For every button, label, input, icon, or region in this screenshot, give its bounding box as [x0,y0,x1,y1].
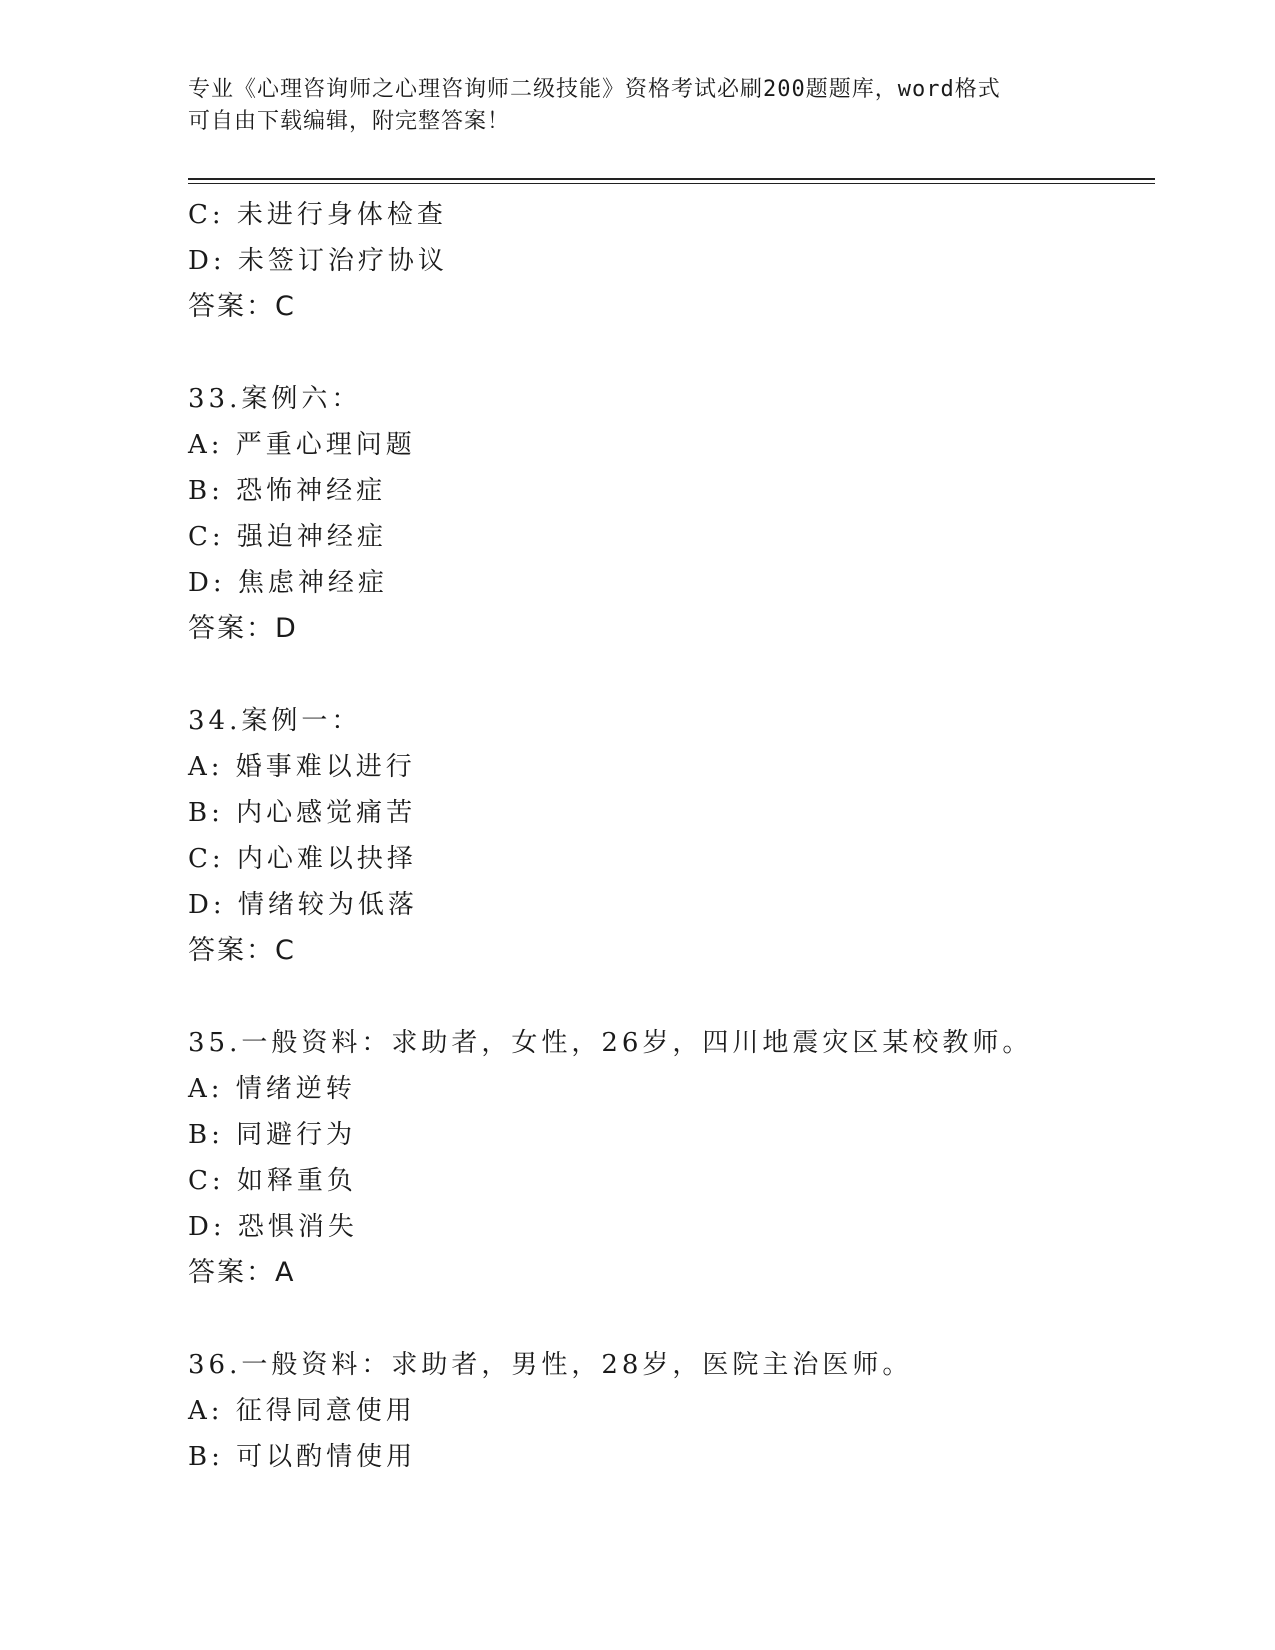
option-item: C: 内心难以抉择 [188,844,417,874]
spacer [188,330,1148,376]
answer-line: 答案：C [188,935,296,966]
option-item: D: 恐惧消失 [188,1212,358,1242]
option-item: C: 未进行身体检查 [188,200,447,230]
question-title: 35.一般资料：求助者，女性，26岁，四川地震灾区某校教师。 [188,1028,1033,1058]
option-item: C: 强迫神经症 [188,522,387,552]
option-item: D: 未签订治疗协议 [188,246,448,276]
question-list [188,192,1148,1480]
spacer [188,652,1148,698]
header-divider-thick [188,178,1155,180]
answer-line: 答案：A [188,1257,296,1288]
option-item: B: 同避行为 [188,1120,357,1150]
option-item: B: 恐怖神经症 [188,476,387,506]
question-title: 34.案例一： [188,706,362,736]
option-item: D: 焦虑神经症 [188,568,388,598]
option-item: B: 可以酌情使用 [188,1442,417,1472]
answer-line: 答案：D [188,613,298,644]
answer-line: 答案：C [188,291,296,322]
option-item: A: 征得同意使用 [188,1396,416,1426]
question-title: 33.案例六： [188,384,362,414]
spacer [188,1296,1148,1342]
option-item: A: 婚事难以进行 [188,752,416,782]
question-title: 36.一般资料：求助者，男性，28岁，医院主治医师。 [188,1350,913,1380]
option-item: A: 严重心理问题 [188,430,416,460]
option-item: B: 内心感觉痛苦 [188,798,417,828]
option-item: C: 如释重负 [188,1166,357,1196]
option-item: A: 情绪逆转 [188,1074,356,1104]
header-line-1: 专业《心理咨询师之心理咨询师二级技能》资格考试必刷200题题库，word格式 [188,77,1001,102]
spacer [188,974,1148,1020]
document-header [188,74,1088,138]
header-divider-thin [188,183,1155,184]
option-item: D: 情绪较为低落 [188,890,418,920]
header-line-2: 可自由下载编辑，附完整答案！ [188,109,511,134]
